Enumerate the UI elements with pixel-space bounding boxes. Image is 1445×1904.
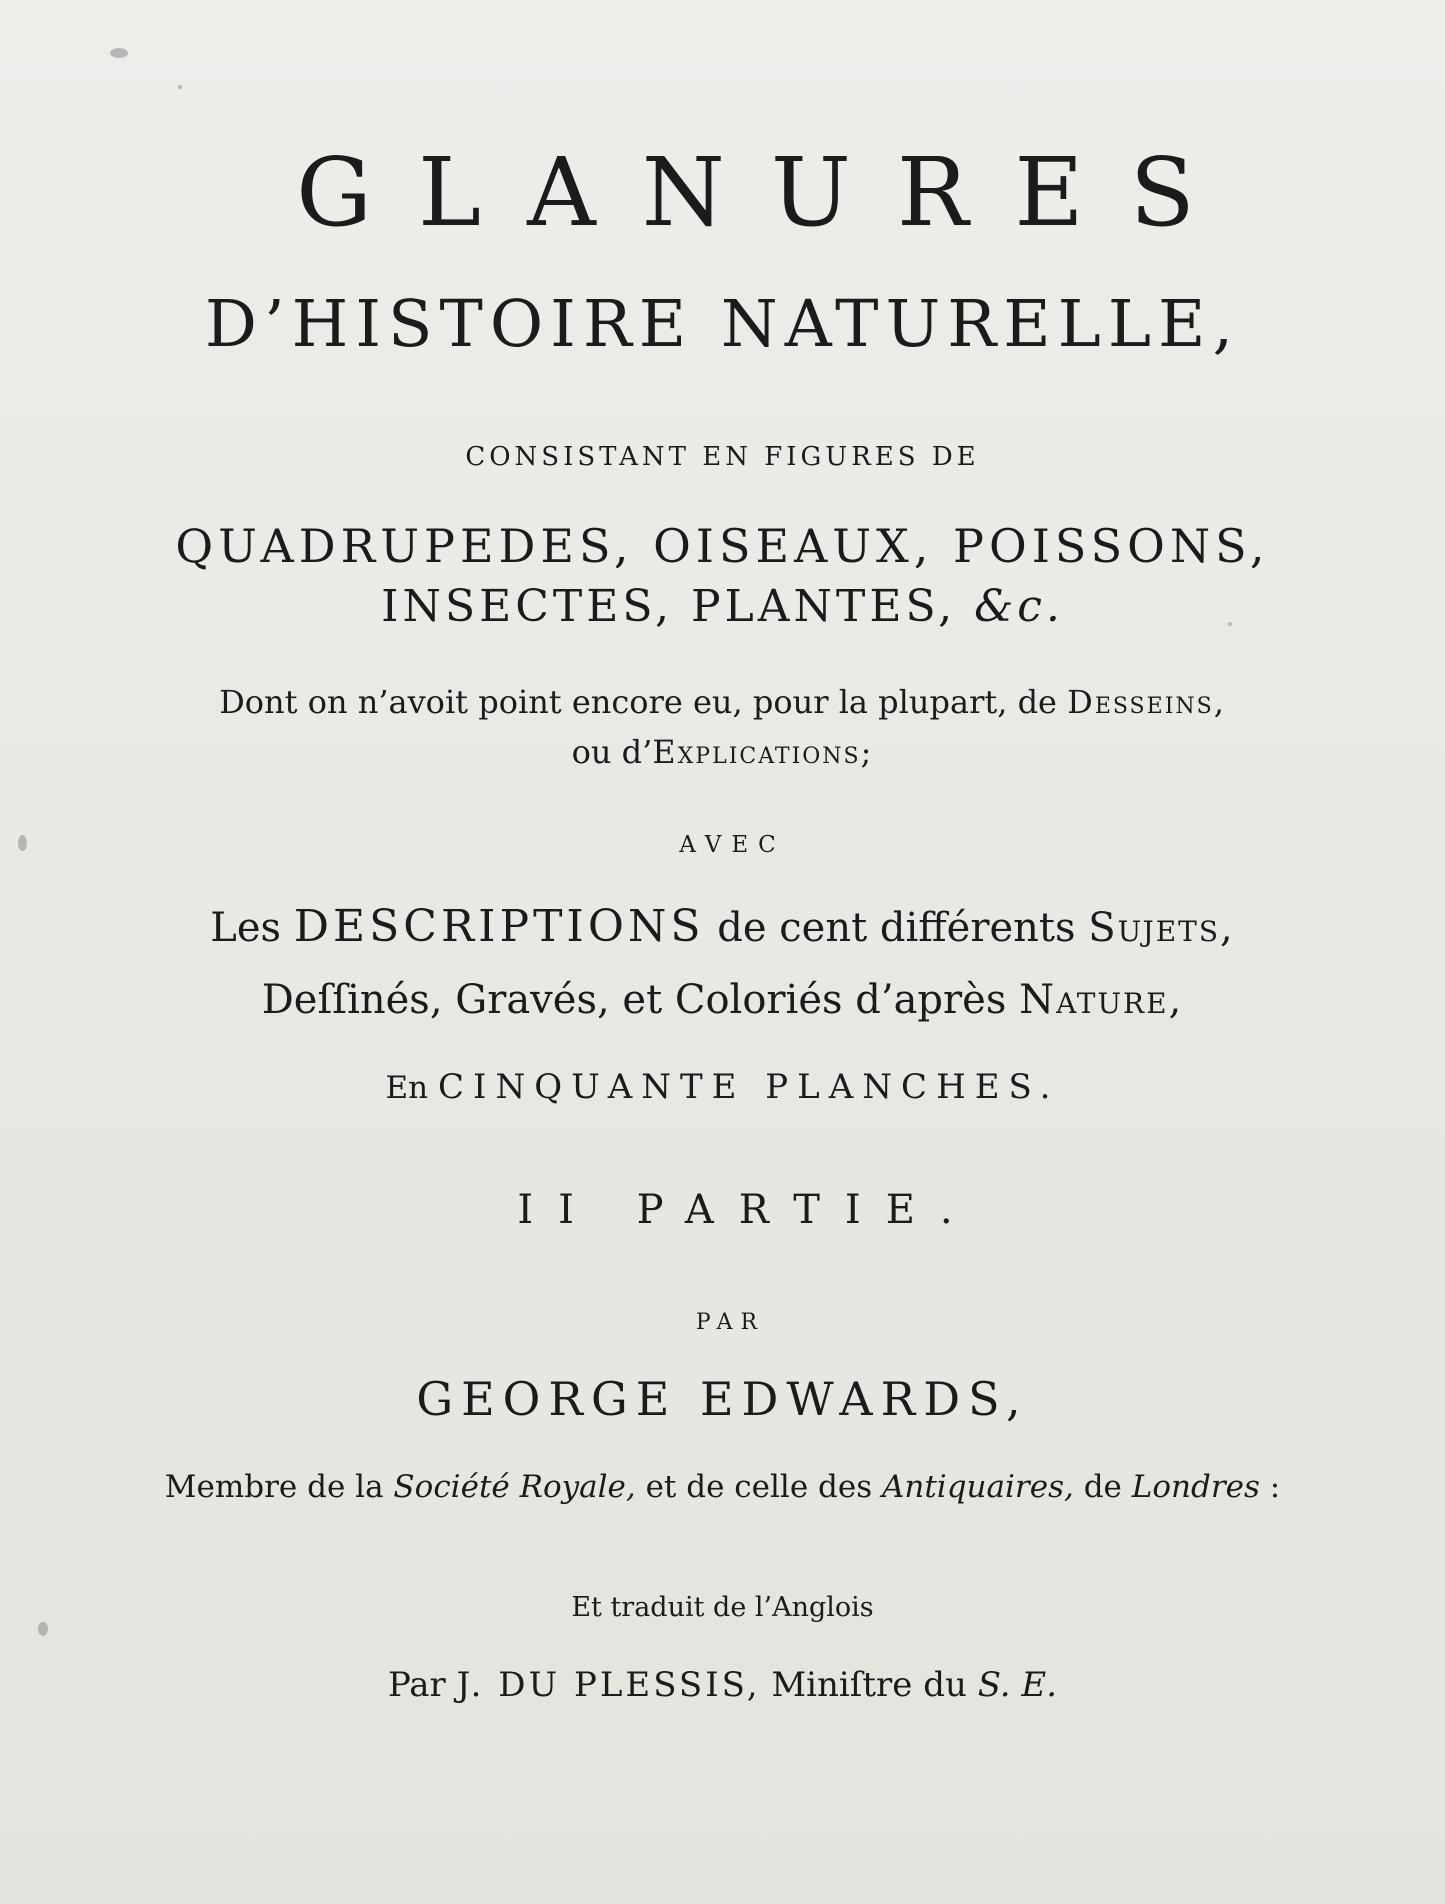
body-line-2-text: ou d’ xyxy=(571,733,653,771)
translation-line-1 xyxy=(0,1594,1445,1621)
description-line-3 xyxy=(0,581,1445,632)
body-line-4-text: Deſſinés, Gravés, et Coloriés d’après xyxy=(261,977,1007,1023)
translation-line-2-a: Par xyxy=(387,1665,446,1705)
description-line-3-etc: &c. xyxy=(974,581,1064,632)
description-line-3-text: INSECTES, PLANTES, xyxy=(381,581,957,632)
body-line-3-text: de cent différents xyxy=(717,905,1076,951)
body-line-4 xyxy=(0,977,1445,1023)
main-title xyxy=(0,138,1445,248)
body-line-3 xyxy=(0,901,1445,952)
membership-e: de xyxy=(1083,1469,1122,1505)
body-line-5 xyxy=(0,1067,1445,1107)
membership-c: et de celle des xyxy=(645,1469,873,1505)
avec-text: AVEC xyxy=(679,832,786,858)
membership-f: Londres xyxy=(1131,1469,1260,1505)
body-line-5-prefix: En xyxy=(385,1070,429,1106)
part-text: II PARTIE. xyxy=(517,1187,978,1233)
body-line-3-highlight: DESCRIPTIONS xyxy=(293,901,705,952)
subtitle-text: D’HISTOIRE NATURELLE, xyxy=(204,287,1241,362)
description-line-1 xyxy=(0,444,1445,470)
subtitle xyxy=(0,287,1445,362)
avec-line xyxy=(0,834,1445,857)
membership-d: Antiquaires, xyxy=(881,1469,1074,1505)
description-line-1-text: CONSISTANT EN FIGURES DE xyxy=(465,442,980,472)
main-title-text: GLANURES xyxy=(296,138,1241,248)
body-line-4-smallcaps: Nature, xyxy=(1019,977,1184,1023)
body-line-2-smallcaps: Explications; xyxy=(652,733,874,771)
description-line-2-text: QUADRUPEDES, OISEAUX, POISSONS, xyxy=(175,519,1270,573)
translation-line-2-b: J. DU PLESSIS, xyxy=(456,1665,761,1705)
body-line-5-highlight: CINQUANTE PLANCHES. xyxy=(438,1067,1060,1107)
paper-speck xyxy=(110,48,128,58)
par-line xyxy=(0,1312,1445,1334)
author-text: GEORGE EDWARDS, xyxy=(416,1372,1029,1426)
membership-line xyxy=(0,1469,1445,1505)
body-line-2 xyxy=(0,733,1445,771)
body-line-3-smallcaps: Sujets, xyxy=(1088,905,1235,951)
translation-line-1-text: Et traduit de l’Anglois xyxy=(571,1592,874,1623)
body-line-1-text: Dont on n’avoit point encore eu, pour la plupart, de xyxy=(219,683,1057,721)
part-line xyxy=(0,1187,1445,1233)
paper-speck xyxy=(178,85,182,89)
membership-a: Membre de la xyxy=(164,1469,384,1505)
translation-line-2-d: S. E. xyxy=(977,1665,1058,1705)
membership-b: Société Royale, xyxy=(393,1469,636,1505)
body-line-3-prefix: Les xyxy=(210,905,282,951)
body-line-1 xyxy=(0,683,1445,721)
author-line xyxy=(0,1372,1445,1426)
membership-g: : xyxy=(1269,1469,1281,1505)
translation-line-2 xyxy=(0,1665,1445,1705)
body-line-1-smallcaps: Desseins, xyxy=(1067,683,1226,721)
description-line-2 xyxy=(0,519,1445,573)
par-text: PAR xyxy=(695,1310,766,1335)
translation-line-2-c: Miniſtre du xyxy=(771,1665,967,1705)
paper-speck xyxy=(38,1622,48,1636)
